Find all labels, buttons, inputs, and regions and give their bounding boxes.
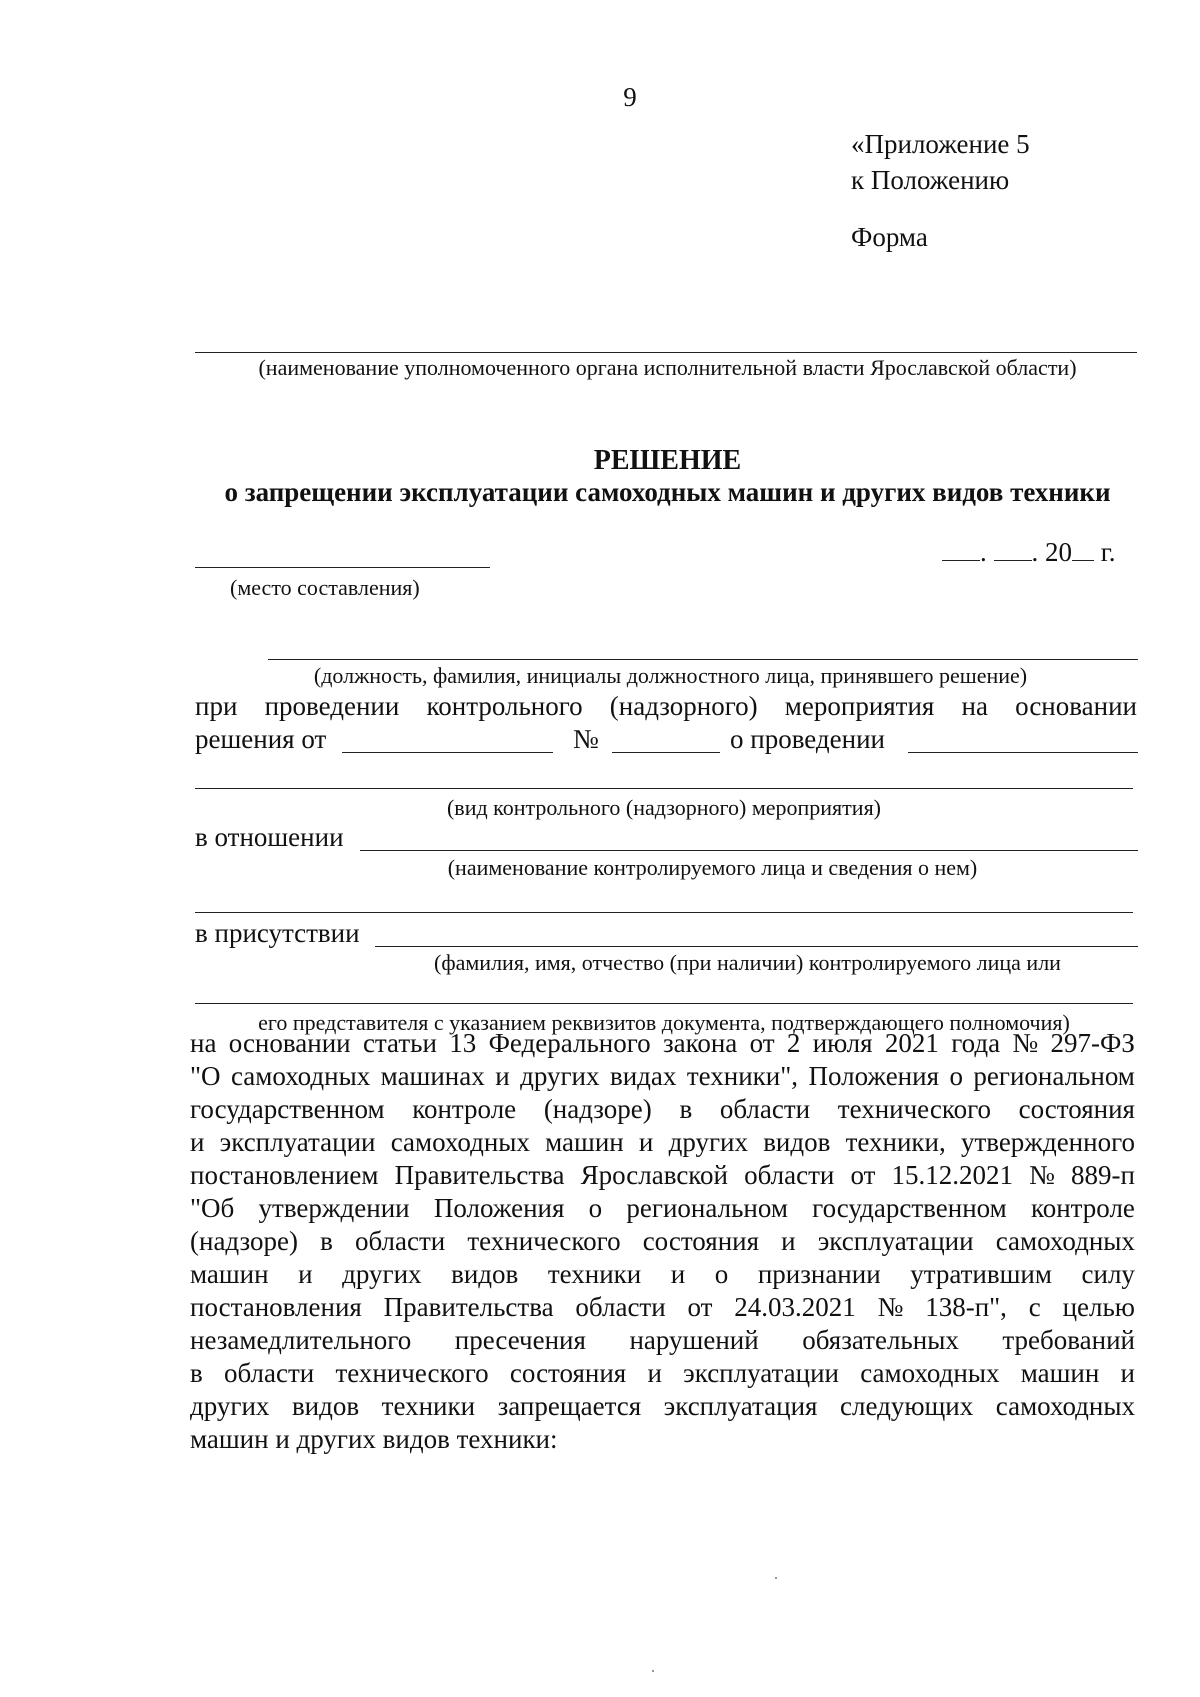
word: 24.03.2021 (734, 1292, 856, 1322)
word: других (190, 1391, 270, 1421)
date-month-blank (994, 538, 1032, 561)
word: области (744, 1160, 835, 1190)
regarding-label: в отношении (195, 822, 344, 852)
word: 2021 (884, 1028, 939, 1058)
word: эксплуатации (817, 1226, 974, 1256)
word: 889-п (1070, 1160, 1135, 1190)
place-line (195, 567, 490, 568)
word: в (320, 1226, 333, 1256)
word: в (190, 1358, 203, 1388)
word: эксплуатации (683, 1358, 839, 1388)
word: и (638, 1127, 654, 1157)
word: самоходных (860, 1358, 1000, 1388)
form-label: Форма (851, 222, 928, 252)
word: государственном (812, 1193, 1007, 1223)
date-suffix: г. (1100, 537, 1116, 567)
word: Ярославской (580, 1160, 729, 1190)
word: 138-п", (925, 1292, 1007, 1322)
word: пресечения (454, 1325, 586, 1355)
word: машинах (380, 1061, 485, 1091)
body-line (190, 1027, 1135, 1060)
body-line (190, 1357, 1135, 1390)
word: видов (451, 1259, 519, 1289)
word: утратившим (910, 1259, 1052, 1289)
word: года (951, 1028, 1001, 1058)
word: от (749, 1028, 775, 1058)
word: региональном (973, 1061, 1135, 1091)
word: о (949, 1061, 963, 1091)
word: видов (763, 1127, 831, 1157)
body-line (190, 1093, 1135, 1126)
control-event-line (195, 691, 1137, 722)
word: технического (335, 1358, 489, 1388)
word: состояния (509, 1358, 627, 1388)
word: № (877, 1292, 904, 1322)
word: состояния (642, 1226, 760, 1256)
word: Положения (808, 1061, 939, 1091)
word: обязательных (802, 1325, 959, 1355)
word: признании (757, 1259, 881, 1289)
word: эксплуатации (219, 1127, 376, 1157)
presence-extra-line (195, 1003, 1133, 1004)
word: постановлением (190, 1160, 379, 1190)
word: техники, (845, 1127, 946, 1157)
word: области (719, 1094, 811, 1124)
body-line (190, 1225, 1135, 1258)
word: и (298, 1259, 313, 1289)
body-line (190, 1324, 1135, 1357)
word: области (223, 1358, 315, 1388)
number-sign: № (573, 724, 599, 754)
body-line (190, 1060, 1135, 1093)
word: Положения (433, 1193, 565, 1223)
place-caption: (место составления) (230, 575, 420, 600)
word: состояния (1018, 1094, 1135, 1124)
word: области (354, 1226, 446, 1256)
official-line (268, 659, 1138, 660)
date-dot-2: . 20 (1031, 537, 1072, 567)
page-number: 9 (623, 82, 637, 112)
word: следующих (840, 1391, 974, 1421)
controlled-person-caption: (наименование контролируемого лица и сведения о нем) (447, 855, 978, 880)
word: и (190, 1127, 205, 1157)
word: 13 (449, 1028, 477, 1058)
word: эксплуатация (663, 1391, 818, 1421)
body-line (190, 1390, 1135, 1423)
word: от (687, 1292, 713, 1322)
word: (надзоре) (543, 1094, 652, 1124)
body-line (190, 1291, 1135, 1324)
word: технического (837, 1094, 991, 1124)
word: проведении (264, 691, 400, 721)
word: при (195, 691, 238, 721)
decision-date-blank (342, 752, 553, 753)
conduct-blank (908, 752, 1138, 753)
date-dot-1: . (980, 537, 987, 567)
word: в (679, 1094, 693, 1124)
word: основании (1015, 691, 1137, 721)
word: других (668, 1127, 748, 1157)
word: других (342, 1259, 422, 1289)
word: основании (228, 1028, 351, 1058)
body-line (190, 1159, 1135, 1192)
word: контроле (1030, 1193, 1135, 1223)
word: и (670, 1259, 686, 1289)
word: видах (609, 1061, 677, 1091)
regarding-blank (360, 850, 1138, 851)
word: области (575, 1292, 666, 1322)
word: "О (190, 1061, 221, 1091)
appendix-line-1: «Приложение 5 (851, 129, 1030, 159)
word: на (190, 1028, 217, 1058)
scan-speck (652, 1670, 654, 1672)
word: запрещается (497, 1391, 642, 1421)
word: силу (1081, 1259, 1135, 1289)
word: "Об (190, 1193, 235, 1223)
word: целью (1062, 1292, 1135, 1322)
word: машин (190, 1259, 269, 1289)
document-subtitle: о запрещении эксплуатации самоходных машин и других видов техники (224, 477, 1111, 507)
document-title: РЕШЕНИЕ (593, 445, 742, 476)
word: и (495, 1061, 510, 1091)
word: региональном (626, 1193, 788, 1223)
word: Правительства (383, 1292, 554, 1322)
event-type-caption: (вид контрольного (надзорного) мероприятия) (446, 795, 882, 820)
word: (надзоре) (190, 1226, 298, 1256)
word: 297-ФЗ (1050, 1028, 1135, 1058)
appendix-header (851, 126, 1030, 198)
word: контроле (412, 1094, 517, 1124)
in-presence-blank (375, 946, 1138, 947)
in-presence-label: в присутствии (195, 918, 360, 948)
word: государственном (190, 1094, 385, 1124)
word: 2 (786, 1028, 801, 1058)
word: о (588, 1193, 603, 1223)
word: других (520, 1061, 600, 1091)
body-line (190, 1192, 1135, 1225)
word: Федерального (488, 1028, 651, 1058)
word: машин (1020, 1358, 1100, 1388)
body-line (190, 1258, 1135, 1291)
scan-speck (775, 1577, 777, 1579)
word: № (1029, 1160, 1055, 1190)
word: июля (812, 1028, 873, 1058)
word: технического (467, 1226, 621, 1256)
word: требований (1002, 1325, 1135, 1355)
appendix-line-2: к Положению (851, 165, 1010, 195)
word: самоходных (995, 1226, 1135, 1256)
word: самоходных (390, 1127, 530, 1157)
word: техники", (686, 1061, 798, 1091)
word: на (961, 691, 988, 721)
word: (надзорного) (609, 691, 758, 721)
body-line: машин и других видов техники: (190, 1424, 558, 1454)
word: контрольного (426, 691, 583, 721)
word: и (647, 1358, 662, 1388)
word: и (1120, 1358, 1135, 1388)
date-day-blank (942, 538, 980, 561)
word: № (1012, 1028, 1039, 1058)
word: Правительства (394, 1160, 565, 1190)
word: техники (381, 1391, 476, 1421)
word: постановления (190, 1292, 362, 1322)
word: самоходных (230, 1061, 371, 1091)
word: о (714, 1259, 729, 1289)
date-field (942, 537, 1116, 568)
authority-caption: (наименование уполномоченного органа исполнительной власти Ярославской области) (258, 355, 1077, 380)
word: и (781, 1226, 796, 1256)
word: от (850, 1160, 876, 1190)
word: с (1028, 1292, 1041, 1322)
controlled-person-extra-line (195, 912, 1133, 913)
date-year-blank (1072, 538, 1094, 561)
word: машин (545, 1127, 624, 1157)
word: техники (547, 1259, 642, 1289)
body-line (190, 1126, 1135, 1159)
presence-caption-1: (фамилия, имя, отчество (при наличии) контролируемого лица или (434, 950, 1061, 975)
authority-line (195, 352, 1137, 353)
event-type-line (195, 788, 1133, 789)
word: закона (662, 1028, 738, 1058)
word: 15.12.2021 (891, 1160, 1014, 1190)
decision-number-blank (612, 752, 720, 753)
word: утвержденного (960, 1127, 1135, 1157)
body-paragraph (190, 1027, 1135, 1456)
word: незамедлительного (190, 1325, 412, 1355)
word: нарушений (629, 1325, 759, 1355)
word: мероприятия (784, 691, 935, 721)
word: статьи (362, 1028, 437, 1058)
about-conduct-label: о проведении (730, 724, 885, 754)
word: самоходных (995, 1391, 1135, 1421)
decision-from-label: решения от (195, 724, 327, 754)
word: видов (291, 1391, 360, 1421)
word: утверждении (258, 1193, 410, 1223)
official-caption: (должность, фамилия, инициалы должностного лица, принявшего решение) (313, 663, 1028, 688)
presence-caption-2: его представителя с указанием реквизитов документа, подтверждающего полномочия) (258, 1010, 1070, 1035)
